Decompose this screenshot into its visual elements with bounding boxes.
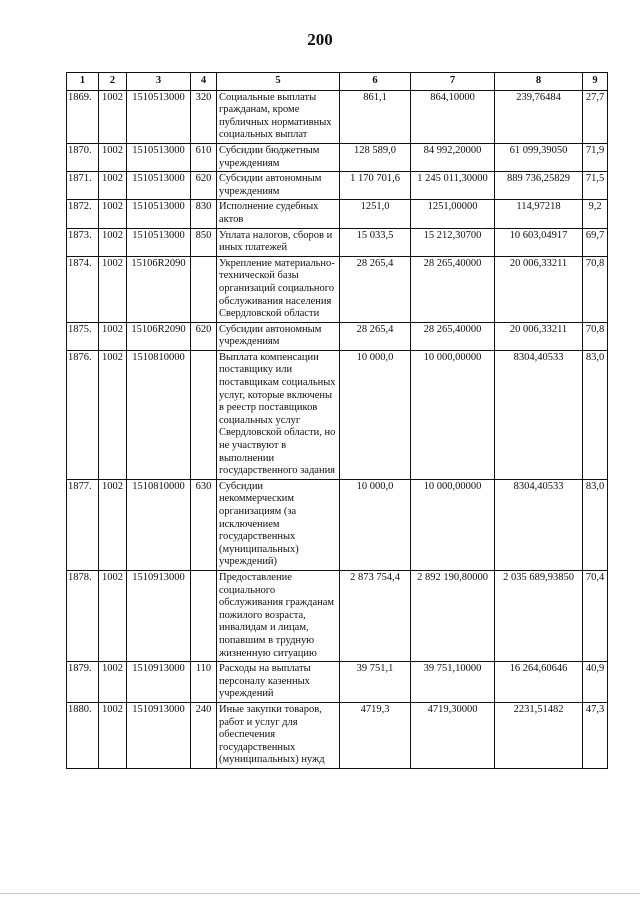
value-col-8: 889 736,25829	[495, 172, 583, 200]
percent-value: 47,3	[583, 702, 608, 768]
item-name: Укрепление материально-технической базы организаций социального обслуживания населения Свердловской области	[217, 256, 340, 322]
section-code: 1002	[99, 200, 127, 228]
percent-value: 40,9	[583, 662, 608, 703]
table-row	[67, 479, 608, 570]
table-row	[67, 662, 608, 703]
value-col-7: 84 992,20000	[411, 143, 495, 171]
table-row	[67, 90, 608, 143]
item-name: Исполнение судебных актов	[217, 200, 340, 228]
value-col-8: 8304,40533	[495, 479, 583, 570]
header-col-8: 8	[495, 73, 583, 91]
percent-value: 71,9	[583, 143, 608, 171]
item-name: Предоставление социального обслуживания гражданам пожилого возраста, инвалидам и лицам, попавшим в трудную жизненную ситуацию	[217, 570, 340, 661]
row-number: 1880.	[67, 702, 99, 768]
row-number: 1876.	[67, 350, 99, 479]
percent-value: 71,5	[583, 172, 608, 200]
table-row	[67, 256, 608, 322]
item-name: Социальные выплаты гражданам, кроме публичных нормативных социальных выплат	[217, 90, 340, 143]
value-col-6: 10 000,0	[340, 350, 411, 479]
article-code: 1510810000	[127, 350, 191, 479]
section-code: 1002	[99, 702, 127, 768]
article-code: 1510513000	[127, 200, 191, 228]
expense-type-code	[191, 350, 217, 479]
header-row	[67, 73, 608, 91]
expense-type-code: 110	[191, 662, 217, 703]
article-code: 1510513000	[127, 143, 191, 171]
value-col-7: 10 000,00000	[411, 350, 495, 479]
section-code: 1002	[99, 256, 127, 322]
value-col-6: 28 265,4	[340, 256, 411, 322]
section-code: 1002	[99, 228, 127, 256]
value-col-6: 15 033,5	[340, 228, 411, 256]
item-name: Расходы на выплаты персоналу казенных учреждений	[217, 662, 340, 703]
table-row	[67, 143, 608, 171]
section-code: 1002	[99, 662, 127, 703]
value-col-7: 864,10000	[411, 90, 495, 143]
value-col-7: 39 751,10000	[411, 662, 495, 703]
expense-type-code: 240	[191, 702, 217, 768]
expense-type-code: 620	[191, 322, 217, 350]
article-code: 1510913000	[127, 702, 191, 768]
value-col-6: 1251,0	[340, 200, 411, 228]
budget-table	[66, 72, 608, 769]
item-name: Субсидии бюджетным учреждениям	[217, 143, 340, 171]
value-col-8: 20 006,33211	[495, 256, 583, 322]
value-col-8: 2231,51482	[495, 702, 583, 768]
percent-value: 70,8	[583, 256, 608, 322]
header-col-2: 2	[99, 73, 127, 91]
article-code: 1510913000	[127, 570, 191, 661]
value-col-6: 861,1	[340, 90, 411, 143]
section-code: 1002	[99, 143, 127, 171]
header-col-1: 1	[67, 73, 99, 91]
row-number: 1877.	[67, 479, 99, 570]
expense-type-code: 830	[191, 200, 217, 228]
row-number: 1870.	[67, 143, 99, 171]
header-col-3: 3	[127, 73, 191, 91]
item-name: Субсидии некоммерческим организациям (за исключением государственных (муниципальных) учреждений)	[217, 479, 340, 570]
value-col-8: 61 099,39050	[495, 143, 583, 171]
article-code: 1510513000	[127, 228, 191, 256]
expense-type-code: 630	[191, 479, 217, 570]
item-name: Уплата налогов, сборов и иных платежей	[217, 228, 340, 256]
value-col-8: 2 035 689,93850	[495, 570, 583, 661]
value-col-7: 15 212,30700	[411, 228, 495, 256]
item-name: Выплата компенсации поставщику или поставщикам социальных услуг, которые включены в реестр поставщиков социальных услуг Свердловской области, но не участвуют в выполнении государственного задания	[217, 350, 340, 479]
table-row	[67, 570, 608, 661]
value-col-6: 128 589,0	[340, 143, 411, 171]
table-row	[67, 200, 608, 228]
table-row	[67, 350, 608, 479]
row-number: 1875.	[67, 322, 99, 350]
row-number: 1871.	[67, 172, 99, 200]
value-col-7: 2 892 190,80000	[411, 570, 495, 661]
percent-value: 70,4	[583, 570, 608, 661]
row-number: 1879.	[67, 662, 99, 703]
value-col-8: 20 006,33211	[495, 322, 583, 350]
section-code: 1002	[99, 322, 127, 350]
value-col-7: 1251,00000	[411, 200, 495, 228]
article-code: 1510513000	[127, 90, 191, 143]
table-row	[67, 228, 608, 256]
expense-type-code: 610	[191, 143, 217, 171]
header-col-6: 6	[340, 73, 411, 91]
value-col-7: 1 245 011,30000	[411, 172, 495, 200]
percent-value: 83,0	[583, 479, 608, 570]
header-col-7: 7	[411, 73, 495, 91]
value-col-8: 8304,40533	[495, 350, 583, 479]
row-number: 1873.	[67, 228, 99, 256]
row-number: 1874.	[67, 256, 99, 322]
value-col-7: 10 000,00000	[411, 479, 495, 570]
value-col-7: 4719,30000	[411, 702, 495, 768]
header-col-5: 5	[217, 73, 340, 91]
item-name: Иные закупки товаров, работ и услуг для обеспечения государственных (муниципальных) нужд	[217, 702, 340, 768]
header-col-9: 9	[583, 73, 608, 91]
article-code: 1510513000	[127, 172, 191, 200]
section-code: 1002	[99, 350, 127, 479]
value-col-8: 239,76484	[495, 90, 583, 143]
section-code: 1002	[99, 90, 127, 143]
value-col-7: 28 265,40000	[411, 256, 495, 322]
table-row	[67, 702, 608, 768]
row-number: 1872.	[67, 200, 99, 228]
percent-value: 70,8	[583, 322, 608, 350]
value-col-6: 1 170 701,6	[340, 172, 411, 200]
page-number: 200	[307, 30, 333, 49]
percent-value: 69,7	[583, 228, 608, 256]
value-col-6: 28 265,4	[340, 322, 411, 350]
expense-type-code: 850	[191, 228, 217, 256]
section-code: 1002	[99, 479, 127, 570]
row-number: 1878.	[67, 570, 99, 661]
value-col-6: 10 000,0	[340, 479, 411, 570]
section-code: 1002	[99, 172, 127, 200]
value-col-8: 16 264,60646	[495, 662, 583, 703]
percent-value: 27,7	[583, 90, 608, 143]
percent-value: 83,0	[583, 350, 608, 479]
expense-type-code: 620	[191, 172, 217, 200]
table-row	[67, 322, 608, 350]
expense-type-code: 320	[191, 90, 217, 143]
percent-value: 9,2	[583, 200, 608, 228]
section-code: 1002	[99, 570, 127, 661]
expense-type-code	[191, 570, 217, 661]
header-col-4: 4	[191, 73, 217, 91]
value-col-6: 4719,3	[340, 702, 411, 768]
value-col-6: 2 873 754,4	[340, 570, 411, 661]
expense-type-code	[191, 256, 217, 322]
article-code: 15106R2090	[127, 256, 191, 322]
value-col-6: 39 751,1	[340, 662, 411, 703]
value-col-7: 28 265,40000	[411, 322, 495, 350]
article-code: 15106R2090	[127, 322, 191, 350]
page-bottom-edge	[0, 893, 640, 894]
item-name: Субсидии автономным учреждениям	[217, 322, 340, 350]
table-row	[67, 172, 608, 200]
value-col-8: 10 603,04917	[495, 228, 583, 256]
article-code: 1510810000	[127, 479, 191, 570]
article-code: 1510913000	[127, 662, 191, 703]
row-number: 1869.	[67, 90, 99, 143]
item-name: Субсидии автономным учреждениям	[217, 172, 340, 200]
value-col-8: 114,97218	[495, 200, 583, 228]
